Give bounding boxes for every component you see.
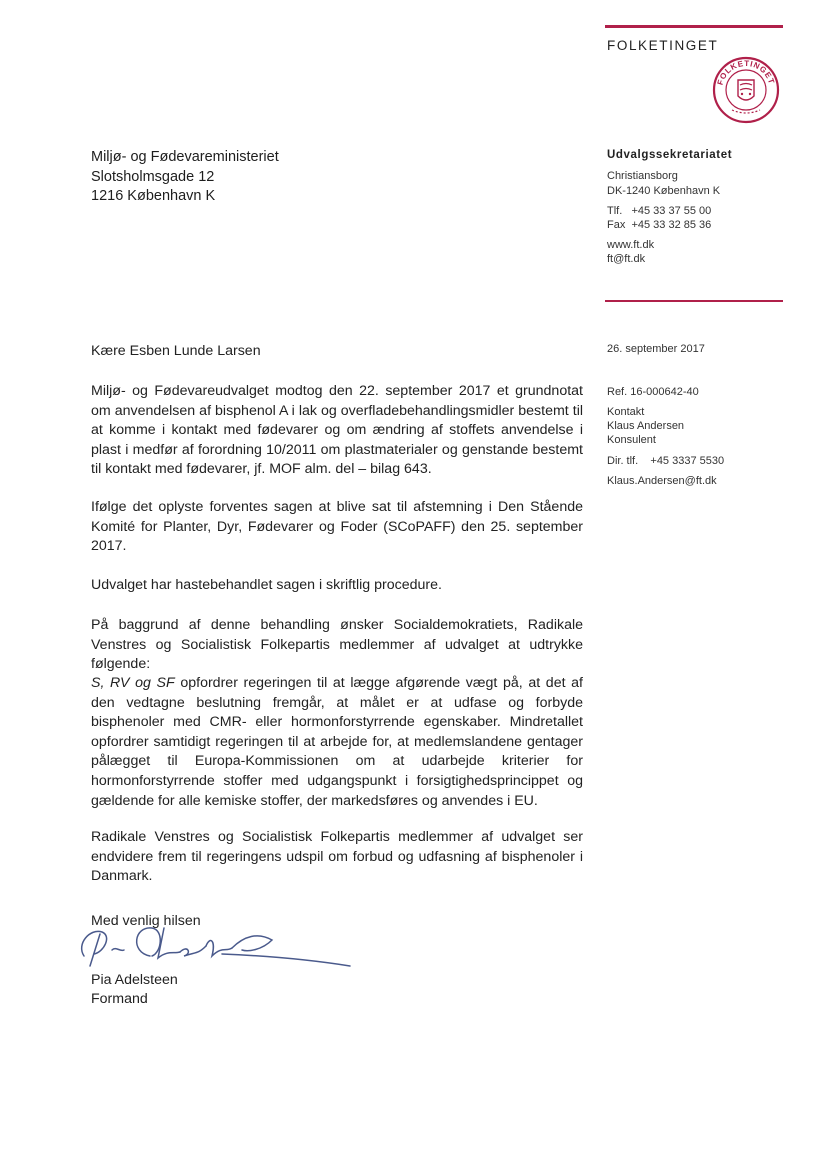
contact-label: Kontakt (607, 406, 645, 418)
salutation: Kære Esben Lunde Larsen (91, 343, 261, 359)
recipient-address (91, 148, 279, 207)
folketinget-seal-logo (712, 56, 780, 124)
minority-statement (91, 674, 583, 811)
sender-postal: DK-1240 København K (607, 185, 721, 197)
signer-name: Pia Adelsteen (91, 972, 178, 988)
contact-direct-phone: Dir. tlf. +45 3337 5530 (607, 455, 725, 467)
brand-name: FOLKETINGET (607, 38, 719, 53)
contact-email[interactable]: Klaus.Andersen@ft.dk (607, 475, 717, 487)
body-paragraph: Udvalget har hastebehandlet sagen i skriftlig procedure. (91, 577, 442, 593)
body-paragraph: Ifølge det oplyste forventes sagen at blive sat til afstemning i Den Stående Komité for Planter, Dyr, Fødevarer og Foder (SCoPAFF) den 25. september 2017. (91, 499, 583, 555)
recipient-line: 1216 København K (91, 188, 216, 204)
party-names: S, RV og SF (91, 675, 175, 691)
reference-number: Ref. 16-000642-40 (607, 386, 699, 398)
header-rule-top (605, 25, 783, 28)
letter-date: 26. september 2017 (607, 343, 705, 355)
sender-email[interactable]: ft@ft.dk (607, 253, 646, 265)
sender-building: Christiansborg (607, 170, 678, 182)
recipient-line: Miljø- og Fødevareministeriet (91, 149, 279, 165)
seal-lettering: FOLKETINGET (715, 58, 777, 87)
header-rule-bottom (605, 300, 783, 302)
handwritten-signature (72, 916, 357, 976)
minority-statement-text: opfordrer regeringen til at lægge afgørende vægt på, at det af den vedtagne beslutning fremgår, at målet er at udfase og forbyde bisphenoler med CMR- eller hormonforstyrrende egenskaber. Mindretallet opfordrer samtidigt regeringen til at arbejde for, at medlemslandene gentager pålægget til Europa-Kommissionen om at udarbejde kriterier for hormonforstyrrende stoffer med udgangspunkt i forsigtighedsprincippet og gældende for alle kemiske stoffer, der markedsføres og anvendes i EU. (91, 675, 584, 809)
body-paragraph: På baggrund af denne behandling ønsker Socialdemokratiets, Radikale Venstres og Socialistisk Folkepartis medlemmer af udvalget at udtrykke følgende: (91, 617, 583, 673)
contact-title: Konsulent (607, 434, 656, 446)
sender-fax: Fax +45 33 32 85 36 (607, 219, 712, 231)
svg-text:FOLKETINGET (716, 59, 777, 86)
closing: Med venlig hilsen (91, 913, 201, 929)
body-paragraph: Radikale Venstres og Socialistisk Folkepartis medlemmer af udvalget ser endvidere frem til regeringens udspil om forbud og udfasning af bisphenoler i Danmark. (91, 829, 583, 885)
contact-name: Klaus Andersen (607, 420, 685, 432)
body-paragraph: Miljø- og Fødevareudvalget modtog den 22. september 2017 et grundnotat om anvendelsen af bisphenol A i lak og overfladebehandlingsmidler bestemt til at komme i kontakt med fødevarer og om ændring af stoffets anvendelse i plast i medfør af forordning 10/2011 om plastmaterialer og genstande bestemt til kontakt med fødevarer, jf. MOF alm. del – bilag 643. (91, 383, 583, 478)
sender-web[interactable]: www.ft.dk (607, 239, 655, 251)
sender-department: Udvalgssekretariatet (607, 149, 733, 161)
recipient-line: Slotsholmsgade 12 (91, 168, 215, 185)
signer-title: Formand (91, 991, 148, 1007)
sender-phone: Tlf. +45 33 37 55 00 (607, 205, 712, 217)
